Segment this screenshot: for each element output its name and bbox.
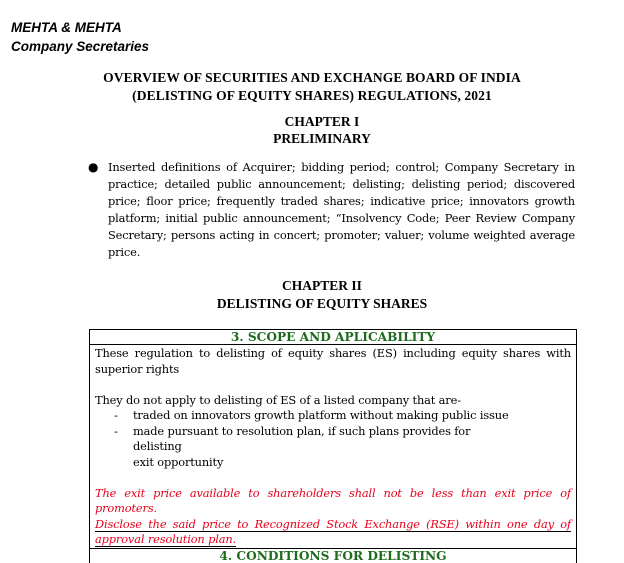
dash-marker-icon: - bbox=[114, 423, 118, 438]
firm-name: MEHTA & MEHTA bbox=[11, 20, 122, 35]
spacer bbox=[95, 377, 571, 393]
section-3-heading: 3. SCOPE AND APLICABILITY bbox=[90, 330, 576, 345]
exclusion-continuation: delisting bbox=[133, 439, 182, 453]
chapter-2-heading bbox=[0, 277, 624, 312]
bullet-item: Inserted definitions of Acquirer; bidding period; control; Company Secretary in practice; detailed public announcement; delisting; delisting period; discovered price; floor price; frequently traded shares; indicative price; innovators growth platform; initial public announcement; “Insolvency Code; Peer Review Company Secretary; persons acting in concert; promoter; valuer; volume weighted average price. bbox=[108, 160, 575, 259]
firm-letterhead bbox=[11, 18, 149, 56]
section-3-exclusions-lead: They do not apply to delisting of ES of a listed company that are- bbox=[95, 392, 461, 407]
exclusion-text: traded on innovators growth platform without making public issue bbox=[133, 408, 509, 422]
exclusion-continuation: exit opportunity bbox=[133, 454, 224, 469]
section-4-heading: 4. CONDITIONS FOR DELISTING bbox=[219, 548, 447, 563]
exclusion-item bbox=[95, 424, 571, 440]
regulation-table bbox=[89, 329, 577, 563]
section-3-intro: These regulation to delisting of equity shares (ES) including equity shares with superior rights bbox=[95, 346, 571, 376]
spacer bbox=[95, 470, 571, 486]
chapter-1-name: PRELIMINARY bbox=[273, 131, 371, 146]
section-3-body bbox=[90, 345, 576, 548]
document-title bbox=[0, 69, 624, 105]
title-line-2: (DELISTING OF EQUITY SHARES) REGULATIONS, 2021 bbox=[132, 88, 492, 103]
firm-subtitle: Company Secretaries bbox=[11, 39, 150, 54]
chapter-1-number: CHAPTER I bbox=[284, 114, 360, 129]
highlighted-note: Disclose the said price to Recognized Stock Exchange (RSE) within one day of approval resolution plan. bbox=[95, 516, 571, 546]
highlighted-note: The exit price available to shareholders shall not be less than exit price of promoters. bbox=[95, 485, 571, 515]
dash-marker-icon: - bbox=[114, 408, 118, 422]
chapter-1-bullet-list bbox=[88, 159, 575, 261]
exclusion-text: made pursuant to resolution plan, if such plans provides for bbox=[133, 423, 471, 438]
chapter-2-name: DELISTING OF EQUITY SHARES bbox=[216, 296, 428, 311]
exclusion-item bbox=[95, 408, 571, 424]
bullet-icon: ● bbox=[88, 160, 99, 174]
chapter-2-number: CHAPTER II bbox=[282, 278, 362, 293]
chapter-1-heading bbox=[0, 113, 624, 147]
title-line-1: OVERVIEW OF SECURITIES AND EXCHANGE BOARD OF INDIA bbox=[103, 70, 521, 85]
